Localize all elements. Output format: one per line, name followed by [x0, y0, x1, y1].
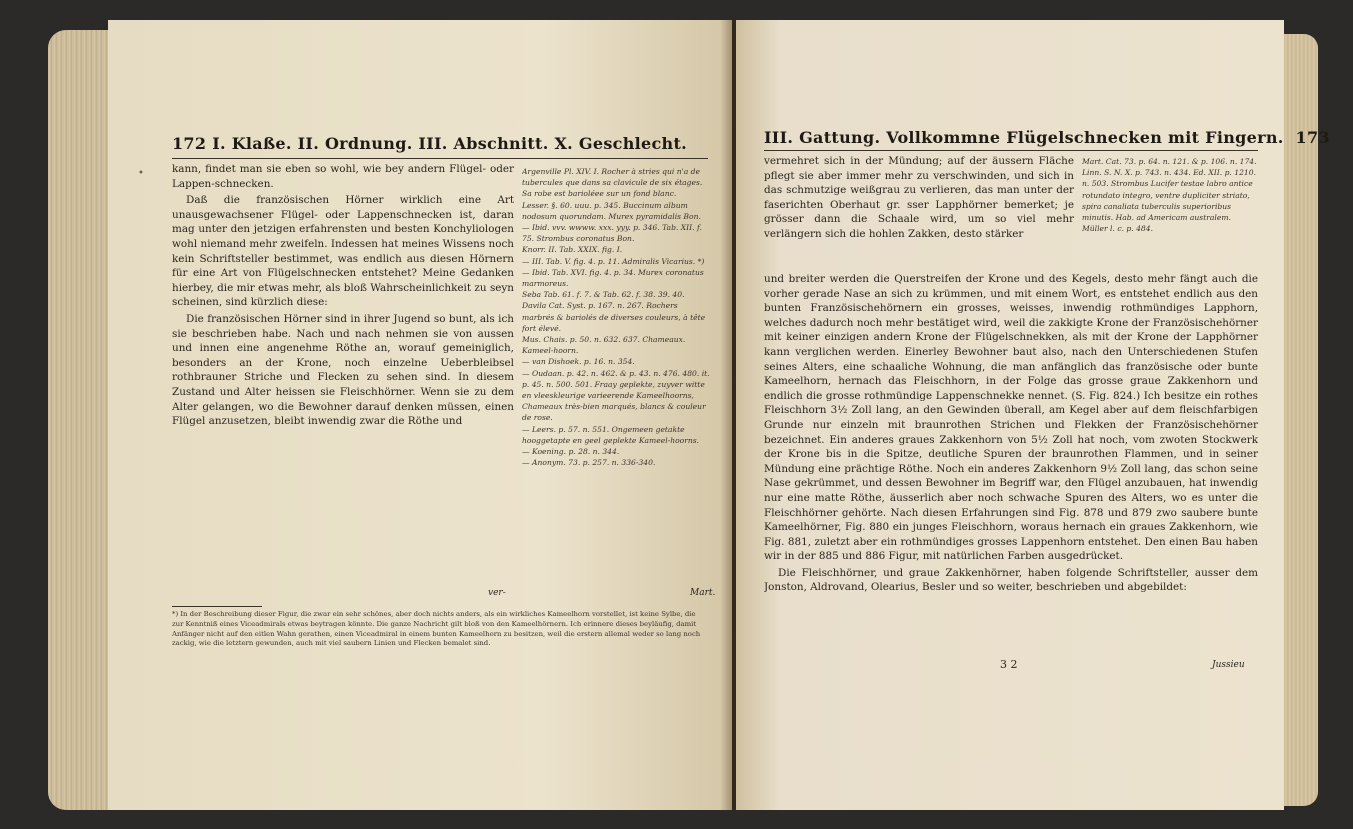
- sidenote: Mus. Chais. p. 50. n. 632. 637. Chameaux. Kameel-hoorn.: [522, 335, 686, 356]
- sidenote: Argenville Pl. XIV. I. Rocher à stries qui n'a de tubercules que dans sa clavicule de six étages. Sa robe est barioléee sur un fond blanc.: [522, 167, 703, 199]
- left-catchword: ver-: [488, 588, 506, 598]
- right-paragraph: vermehret sich in der Mündung; auf der äussern Fläche pflegt sie aber immer mehr zu verschwinden, und sich in das schmutzige weißgrau zu verlieren, das man unter der faserichten Oberhaut gr. sser Lapphörner bemerket; je grösser dann die Schaale wird, um so viel mehr verlängern sich die hohlen Zakken, desto stärker: [764, 155, 1074, 240]
- left-head-rule: [172, 158, 708, 159]
- left-paragraph: Die französischen Hörner sind in ihrer Jugend so bunt, als ich sie beschrieben habe. Nach und nach nehmen sie von aussen und innen eine angenehme Röthe an, worauf gemeiniglich, besonders an der Krone, noch einzelne Ueberbleibsel rothbrauner Striche und Flecken zu sehen sind. In diesem Zustand und Alter heissen sie Fleischhörner. Wenn sie zu dem Alter gelangen, wo die Bewohner darauf denken müssen, einen Flügel anzusetzen, bleibt inwendig zwar die Röthe und: [172, 312, 514, 428]
- sidenote: — Ibid. vvv. wwww. xxx. yyy. p. 346. Tab. XII. f. 75. Strombus coronatus Bon.: [522, 223, 702, 244]
- right-running-head: [764, 128, 1330, 147]
- sidenote: — van Dishoek. p. 16. n. 354.: [522, 357, 635, 367]
- left-sidenotes: [522, 166, 710, 596]
- left-paragraph: kann, findet man sie eben so wohl, wie bey andern Flügel- oder Lappen-schnecken.: [172, 163, 514, 190]
- right-head-rule: [764, 150, 1258, 151]
- right-page-number: 173: [1295, 128, 1330, 147]
- signature-mark: 3 2: [1000, 658, 1018, 671]
- margin-mark: •: [138, 168, 144, 179]
- right-catchword: Jussieu: [1212, 660, 1245, 670]
- sidenote: Linn. S. N. X. p. 743. n. 434. Ed. XII. p. 1210. n. 503. Strombus Lucifer testae labro antice rotundato integro, ventre dupliciter striato, spira canaliata tuberculis superioribus minutis. Hab. ad Americam australem.: [1082, 168, 1257, 223]
- sidenote: — Koening. p. 28. n. 344.: [522, 447, 620, 457]
- left-page: [108, 20, 732, 810]
- left-footnote: *) In der Beschreibung dieser Figur, die zwar ein sehr schönes, aber doch nichts anders, als ein wirkliches Kameelhorn vorstellet, ist keine Sylbe, die zur Kenntniß eines Viceadmirals etwas beytragen könnte. Die ganze Nachricht gilt bloß von den Kameelhörnern. Ich erinnere dieses beyläufig, damit Anfänger nicht auf den eitlen Wahn gerathen, einen Viceadmiral in einem bunten Kameelhorn zu besitzen, weil die erstern allemal weder so lang noch zackig, wie die letztern gewunden, auch mit viel saubern Linien und Flecken bemalet sind.: [172, 610, 701, 648]
- left-page-number: 172: [172, 134, 207, 153]
- sidenote: Müller l. c. p. 484.: [1082, 224, 1153, 234]
- right-paragraph: Die Fleischhörner, und graue Zakkenhörner, haben folgende Schriftsteller, ausser dem Jonston, Aldrovand, Olearius, Besler und so weiter, beschrieben und abgebildet:: [764, 566, 1258, 594]
- left-paragraph: Daß die französischen Hörner wirklich eine Art unausgewachsener Flügel- oder Lappenschnecken ist, daran mag unter den jetzigen erfahrensten und besten Konchyliologen wohl niemand mehr zweifeln. Indessen hat meines Wissens noch kein Schriftsteller bestimmet, was endlich aus diesen Hörnern für eine Art von Flügelschnecken entstehet? Meine Gedanken hierbey, die mir etwas mehr, als bloß Wahrscheinlichkeit zu seyn scheinen, sind kürzlich diese:: [172, 194, 514, 309]
- right-sidenotes: [1082, 156, 1262, 272]
- right-page: [736, 20, 1330, 810]
- left-main-column: [172, 162, 514, 618]
- sidenote: — III. Tab. V. fig. 4. p. 11. Admiralis Vicarius. *): [522, 256, 705, 266]
- left-running-head: [172, 134, 687, 153]
- sidenote: Knorr. II. Tab. XXIX. fig. I.: [522, 245, 623, 255]
- footnote-rule: [172, 606, 262, 607]
- right-running-head-text: III. Gattung. Vollkommne Flügelschnecken mit Fingern.: [764, 128, 1284, 147]
- sidenote: Lesser. §. 60. uuu. p. 345. Buccinum album nodosum quorundam. Murex pyramidalis Bon.: [522, 200, 701, 221]
- sidenote: Mart. Cat. 73. p. 64. n. 121. & p. 106. n. 174.: [1082, 157, 1257, 166]
- right-paragraph: und breiter werden die Querstreifen der Krone und des Kegels, desto mehr fängt auch die vorher gerade Nase an sich zu krümmen, und mit einem Wort, es entstehet endlich aus den bunten Französischehörnern ein grosses, weisses, inwendig rothmündiges Lapphorn, welches dadurch noch mehr bestätiget wird, weil die zakkigte Krone der Französischehörner mit keiner einzigen andern Krone der Flügelschnekken, als mit der Krone der Lapphörner kann verglichen werden. Einerley Bewohner baut also, nach den Unterschiedenen Stufen seines Alters, eine schaaliche Wohnung, die man anfänglich das französische oder bunte Kameelhorn, hernach das Fleischhorn, in der Folge das grosse graue Zakkenhorn und endlich die grosse rothmündige Lappenschnekke nennet. (S. Fig. 824.) Ich besitze ein rothes Fleischhorn 3½ Zoll lang, an den Gewinden überall, am Kegel aber auf dem fleischfarbigen Grunde nur einzeln mit braunrothen Strichen und Flekken der Französischehörner bezeichnet. Ein anderes graues Zakkenhorn von 5½ Zoll hat noch, vom zwoten Stockwerk der Krone bis in die Spitze, deutliche Spuren der braunrothen Flammen, und in seiner Mündung eine prächtige Röthe. Noch ein anderes Zakkenhorn 9½ Zoll lang, das schon seine Nase gekrümmet, und dessen Bewohner im Begriff war, den Flügel anzubauen, hat inwendig nur eine matte Röthe, äusserlich aber noch schwache Spuren des Alters, wo es unter die Fleischhörner gehörte. Nach diesen Erfahrungen sind Fig. 878 und 879 zwo saubere bunte Kameelhörner, Fig. 880 ein junges Fleischhorn, woraus hernach ein graues Zakkenhorn, wie Fig. 881, zuletzt aber ein rothmündiges grosses Lappenhorn entstehet. Den einen Bau haben wir in der 885 und 886 Figur, mit natürlichen Farben ausgedrücket.: [764, 273, 1258, 563]
- sidenote: — Oudaan. p. 42. n. 462. & p. 43. n. 476. 480. it. p. 45. n. 500. 501. Fraay geplekte, zuyver witte en vleeskleurige varieerende Kameelhoorns, Chameaux très-bien marqués, blancs & couleur de rose.: [522, 368, 710, 423]
- left-running-head-text: I. Klaße. II. Ordnung. III. Abschnitt. X. Geschlecht.: [212, 134, 688, 153]
- sidenote: — Anonym. 73. p. 257. n. 336-340.: [522, 458, 656, 468]
- sidenote: — Leers. p. 57. n. 551. Ongemeen getakte hooggetapte en geel geplekte Kameel-hoorns.: [522, 424, 700, 445]
- right-top-column: [764, 154, 1074, 272]
- right-main-column: [764, 272, 1258, 652]
- sidenote: — Ibid. Tab. XVI. fig. 4. p. 34. Murex coronatus marmoreus.: [522, 267, 704, 289]
- sidenote: Seba Tab. 61. f. 7. & Tab. 62. f. 38. 39. 40.: [522, 290, 685, 300]
- left-sidenote-catchword: Mart.: [690, 588, 716, 598]
- sidenote: Davila Cat. Syst. p. 167. n. 267. Rochers marbrés & bariolés de diverses couleurs, à tête fort élevé.: [522, 301, 706, 333]
- open-book: [48, 12, 1330, 818]
